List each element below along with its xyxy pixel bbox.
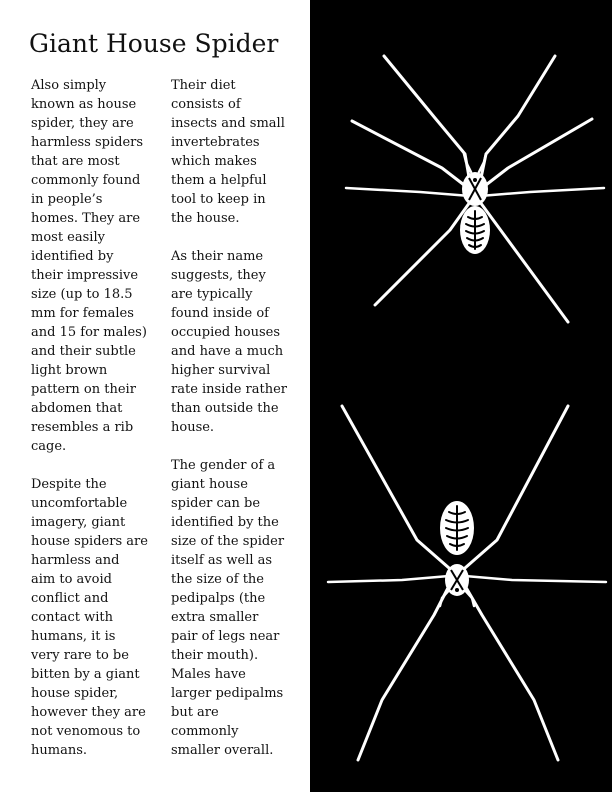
paragraph: As their name suggests, they are typically found inside of occupied houses and have a much higher survival rate inside rather than outside the house. [171,249,287,435]
paragraph: Despite the uncomfortable imagery, giant house spiders are harmless and aim to avoid conflict and contact with humans, it is very rare to be bitten by a giant house spider, however they are not venomous to humans. [31,477,148,758]
paragraph: Also simply known as house spider, they are harmless spiders that are most commonly found in people’s homes. They are most easily identified by their impressive size (up to 18.5 mm for females and 15 for males) and their subtle light brown pattern on their abdomen that resembles a rib cage. [31,78,147,454]
right-column [171,76,301,760]
paragraph: The gender of a giant house spider can be identified by the size of the spider itself as well as the size of the pedipalps (the extra smaller pair of legs near their mouth). Males have larger pedipalms but are commonly smaller overall. [171,458,285,758]
paragraph: Their diet consists of insects and small invertebrates which makes them a helpful tool to keep in the house. [171,78,285,226]
page-title: Giant House Spider [29,29,279,58]
spider-illustration-bottom [322,400,612,785]
left-column [31,76,159,760]
illustration-panel [310,0,612,792]
spider-illustration-top [340,50,600,340]
